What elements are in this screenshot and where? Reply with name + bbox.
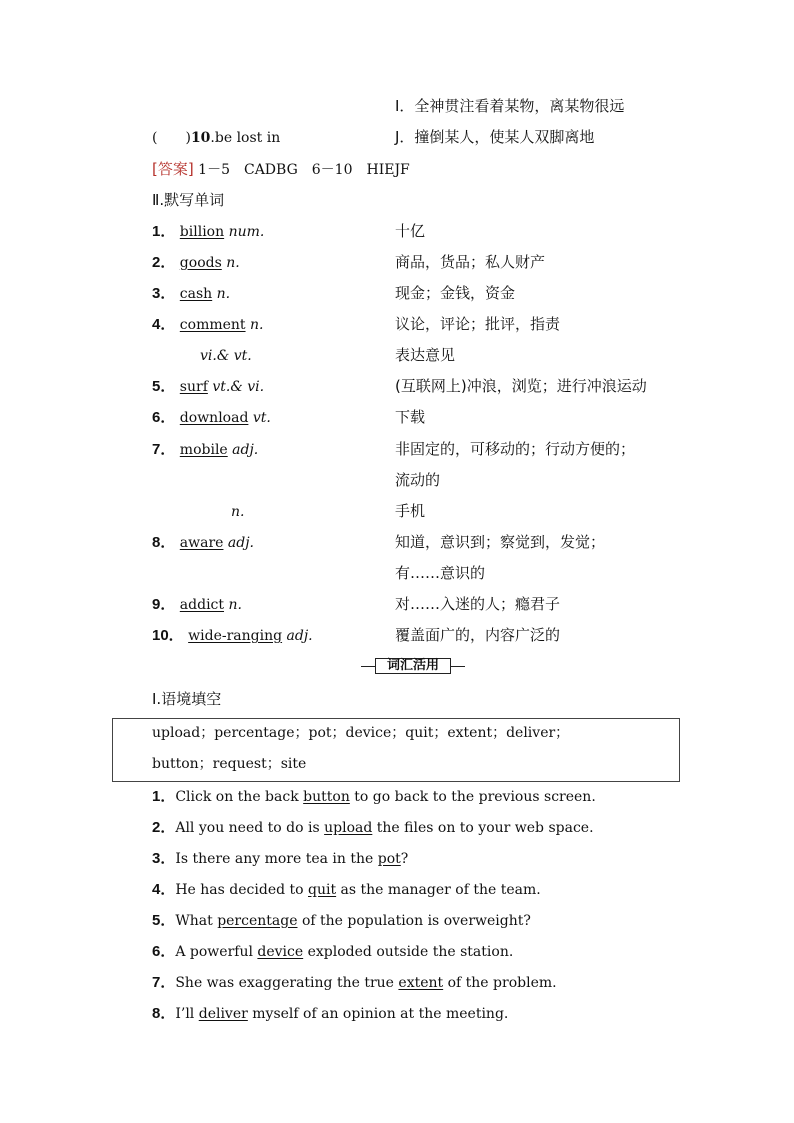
- item-meaning: (互联网上)冲浪，浏览；进行冲浪运动: [395, 377, 647, 395]
- item-pos: n.: [226, 255, 240, 271]
- sentence-item: [152, 881, 541, 899]
- item-number: 9．: [152, 596, 176, 613]
- item-word: goods: [179, 255, 222, 271]
- sentence-item: [152, 1005, 508, 1023]
- item-meaning: 商品，货品；私人财产: [395, 253, 546, 271]
- item-pos: vi.& vt.: [200, 348, 252, 364]
- section-heading-fill-in: Ⅰ.语境填空: [152, 690, 222, 708]
- sentence-number: 3．: [152, 850, 176, 867]
- item-meaning: 对……入迷的人；瘾君子: [395, 595, 561, 613]
- sentence-item: [152, 788, 596, 806]
- sentence-answer: quit: [308, 882, 337, 898]
- sentence-number: 1．: [152, 788, 176, 805]
- sentence-prefix: Click on the back: [175, 789, 304, 805]
- sentence-answer: extent: [398, 975, 444, 991]
- item-meaning: 下载: [395, 408, 426, 426]
- sentence-number: 4．: [152, 881, 176, 898]
- item-pos: num.: [228, 224, 265, 240]
- sentence-suffix: the files on to your web space.: [372, 820, 594, 836]
- matching-option-i: I．全神贯注看着某物，离某物很远: [395, 97, 625, 115]
- vocab-item: [152, 254, 240, 272]
- item-number: 3．: [152, 285, 176, 302]
- answer-blank: ( ): [152, 130, 191, 146]
- section-banner: [361, 658, 465, 675]
- item-meaning: 议论，评论；批评，指责: [395, 315, 561, 333]
- answer-line: [152, 160, 410, 179]
- item-word: billion: [179, 224, 225, 240]
- item-number: 8．: [152, 534, 176, 551]
- item-word: aware: [179, 535, 224, 551]
- sentence-prefix: I’ll: [175, 1006, 199, 1022]
- item-word: download: [179, 410, 249, 426]
- sentence-answer: percentage: [217, 913, 298, 929]
- vocab-item: [152, 316, 263, 334]
- item-meaning-continued: 流动的: [395, 471, 441, 489]
- sentence-item: [152, 850, 408, 868]
- sentence-prefix: A powerful: [175, 944, 258, 960]
- item-pos: vt.& vi.: [212, 379, 265, 395]
- vocab-item: [152, 596, 242, 614]
- sentence-answer: device: [257, 944, 304, 960]
- sentence-number: 7．: [152, 974, 176, 991]
- item-pos: n.: [250, 317, 264, 333]
- sentence-prefix: She was exaggerating the true: [175, 975, 399, 991]
- item-meaning: 非固定的，可移动的；行动方便的；: [395, 440, 636, 458]
- sentence-item: [152, 912, 531, 930]
- sentence-prefix: Is there any more tea in the: [175, 851, 378, 867]
- sentence-item: [152, 819, 594, 837]
- item-word: surf: [179, 379, 208, 395]
- item-number: 4．: [152, 316, 176, 333]
- item-meaning-continued: 有……意识的: [395, 564, 486, 582]
- vocab-item: [152, 409, 271, 427]
- item-word: cash: [179, 286, 213, 302]
- item-meaning: 表达意见: [395, 346, 456, 364]
- sentence-number: 6．: [152, 943, 176, 960]
- section-heading-spelling: Ⅱ.默写单词: [152, 191, 225, 209]
- banner-title: 词汇活用: [386, 658, 439, 673]
- word-bank-line-1: upload；percentage；pot；device；quit；extent；deliver；: [152, 725, 570, 741]
- sentence-suffix: exploded outside the station.: [303, 944, 514, 960]
- sentence-answer: upload: [324, 820, 373, 836]
- sentence-answer: deliver: [198, 1006, 248, 1022]
- matching-option-j: J．撞倒某人，使某人双脚离地: [395, 128, 595, 146]
- item-word: wide-ranging: [188, 628, 283, 644]
- item-meaning: 手机: [395, 502, 426, 520]
- sentence-prefix: What: [175, 913, 218, 929]
- question-number: 10: [190, 130, 211, 146]
- item-number: 2．: [152, 254, 176, 271]
- item-pos: vt.: [252, 410, 271, 426]
- item-meaning: 现金；金钱，资金: [395, 284, 516, 302]
- sentence-item: [152, 974, 557, 992]
- item-number: 6．: [152, 409, 176, 426]
- item-pos: adj.: [286, 628, 313, 644]
- sentence-suffix: of the problem.: [443, 975, 557, 991]
- vocab-item: [152, 534, 254, 552]
- vocab-item: [152, 378, 264, 396]
- item-word: addict: [179, 597, 225, 613]
- item-word: comment: [179, 317, 246, 333]
- item-number: 7．: [152, 441, 176, 458]
- item-pos: n.: [231, 504, 245, 520]
- answer-label: [答案]: [152, 160, 194, 178]
- answer-text: 1－5 CADBG 6－10 HIEJF: [198, 162, 410, 178]
- item-word: mobile: [179, 442, 228, 458]
- item-pos: adj.: [227, 535, 255, 551]
- sentence-number: 2．: [152, 819, 176, 836]
- vocab-item: [152, 627, 313, 645]
- banner-rule-right: [451, 666, 465, 667]
- matching-question-10: [152, 129, 280, 147]
- sentence-prefix: He has decided to: [175, 882, 309, 898]
- item-pos: n.: [228, 597, 242, 613]
- vocab-item: [152, 223, 264, 241]
- sentence-number: 8．: [152, 1005, 176, 1022]
- sentence-answer: pot: [377, 851, 401, 867]
- sentence-suffix: as the manager of the team.: [336, 882, 541, 898]
- item-meaning: 十亿: [395, 222, 426, 240]
- sentence-suffix: of the population is overweight?: [297, 913, 531, 929]
- item-number: 10．: [152, 627, 184, 644]
- sentence-answer: button: [303, 789, 350, 805]
- sentence-item: [152, 943, 513, 961]
- sentence-number: 5．: [152, 912, 176, 929]
- item-number: 5．: [152, 378, 176, 395]
- item-number: 1．: [152, 223, 176, 240]
- sentence-suffix: ?: [400, 851, 409, 867]
- item-pos: adj.: [232, 442, 259, 458]
- item-meaning: 覆盖面广的，内容广泛的: [395, 626, 561, 644]
- banner-rule-left: [361, 666, 375, 667]
- item-pos: n.: [216, 286, 231, 302]
- vocab-item: [152, 285, 230, 303]
- question-text: .be lost in: [210, 130, 281, 146]
- sentence-suffix: myself of an opinion at the meeting.: [247, 1006, 509, 1022]
- vocab-item: [152, 441, 258, 459]
- item-meaning: 知道，意识到；察觉到，发觉；: [395, 533, 606, 551]
- word-bank-line-2: button；request；site: [152, 756, 307, 772]
- sentence-suffix: to go back to the previous screen.: [349, 789, 596, 805]
- sentence-prefix: All you need to do is: [175, 820, 325, 836]
